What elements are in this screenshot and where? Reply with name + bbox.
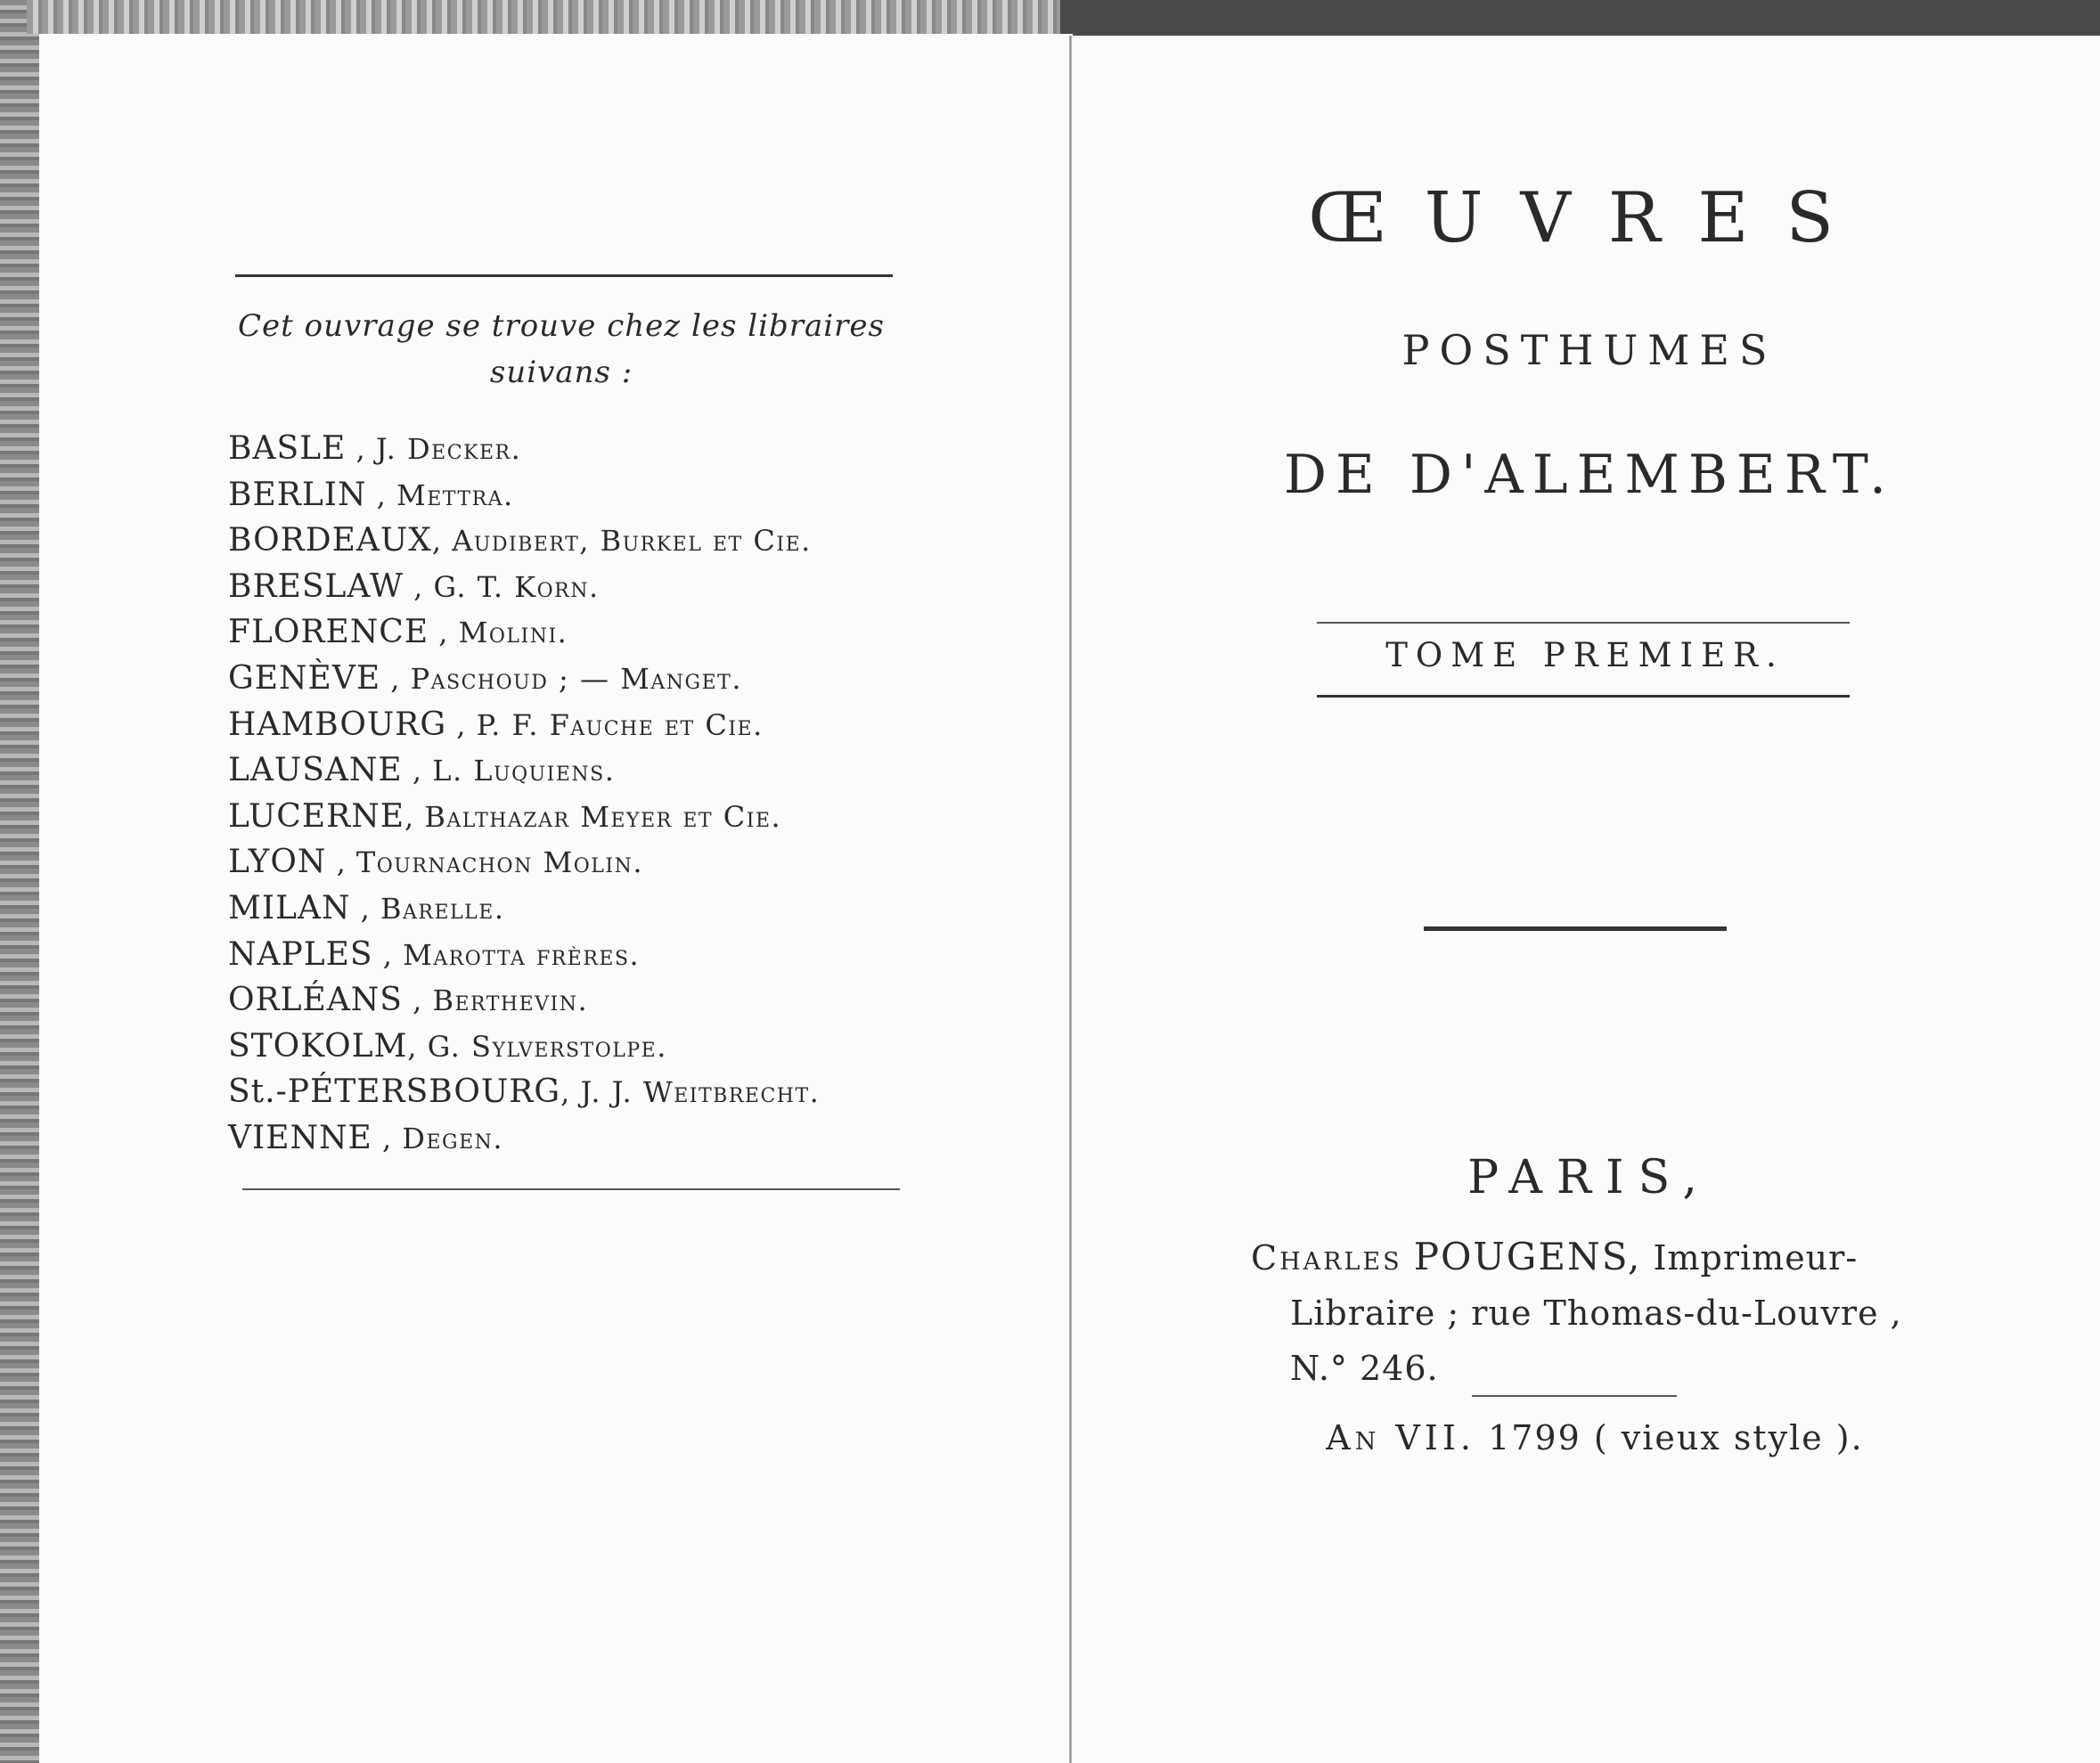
bookseller-name: G. T. Korn. [433,569,600,604]
bookseller-separator: , [402,754,433,788]
bookseller-city: St.-PÉTERSBOURG [228,1073,561,1111]
bookseller-entry [228,656,941,702]
title-main: ŒUVRES [1308,178,1871,258]
bookseller-entry [228,609,941,656]
bookseller-separator: , [402,984,433,1018]
bookseller-separator: , [403,569,434,604]
bookseller-name: J. Decker. [375,432,522,466]
top-rule-left [235,274,893,277]
address-line: Libraire ; rue Thomas-du-Louvre , [1290,1294,1902,1333]
bookseller-separator: , [366,477,396,512]
printer-role: Imprimeur- [1653,1238,1859,1277]
bookseller-entry [228,839,941,886]
bookseller-city: STOKOLM [228,1027,408,1065]
bookseller-separator: , [372,1121,403,1155]
booksellers-list [228,426,941,1162]
title-subtitle: POSTHUMES [1401,326,1777,374]
scan-edge-left [0,0,39,1763]
bookseller-city: GENÈVE [228,659,381,697]
booksellers-intro: Cet ouvrage se trouve chez les libraires suivans : [238,308,885,390]
bookseller-entry [228,886,941,932]
imprint-block [1251,1229,1946,1396]
bookseller-city: BASLE [228,430,347,467]
bookseller-name: Barelle. [380,891,505,926]
ornament-rule [1424,926,1727,931]
bookseller-city: LUCERNE [228,797,404,835]
scan-edge-top [27,0,1060,34]
bookseller-entry [228,794,941,840]
bookseller-city: LAUSANE [228,752,403,789]
bookseller-entry [228,747,941,794]
bookseller-separator: , [350,891,381,926]
bookseller-city: MILAN [228,889,351,926]
bookseller-entry [228,1024,941,1070]
bookseller-entry [228,472,941,518]
bookseller-city: BORDEAUX [228,522,432,559]
bookseller-entry [228,564,941,610]
bookseller-separator: , [446,707,477,742]
printer-first-name: Charles [1251,1238,1402,1277]
bookseller-separator: , [404,799,425,834]
bookseller-separator: , [326,845,356,880]
bookseller-city: VIENNE [228,1119,372,1156]
bookseller-name: Paschoud ; — Manget. [410,661,743,696]
bookseller-name: Tournachon Molin. [355,845,644,880]
bookseller-name: P. F. Fauche et Cie. [476,707,764,742]
bookseller-name: Audibert, Burkel et Cie. [452,524,812,559]
bookseller-name: Balthazar Meyer et Cie. [424,799,782,834]
publication-date [1283,1418,1907,1457]
printer-surname: POUGENS, [1413,1235,1642,1278]
right-page [1073,36,2100,1763]
bookseller-city: FLORENCE [228,614,429,651]
bookseller-city: BRESLAW [228,567,404,605]
bookseller-separator: , [372,937,404,972]
bookseller-entry [228,518,941,564]
volume-label: TOME PREMIER. [1385,636,1785,674]
bookseller-entry [228,702,941,748]
bookseller-separator: , [431,524,453,559]
bookseller-city: NAPLES [228,935,373,973]
bookseller-separator: , [560,1075,581,1110]
bookseller-entry [228,1069,941,1115]
bottom-rule-left [242,1188,900,1190]
bookseller-name: J. J. Weitbrecht. [580,1075,821,1110]
address-number: N.° 246. [1290,1349,1439,1388]
imprint-city: PARIS, [1467,1151,1712,1204]
title-author: DE D'ALEMBERT. [1283,444,1896,506]
bookseller-separator: , [346,432,376,466]
bookseller-city: BERLIN [228,476,367,513]
bookseller-city: ORLÉANS [228,982,403,1019]
bookseller-city: LYON [228,844,327,881]
bookseller-entry [228,932,941,978]
bookseller-separator: , [407,1029,428,1064]
bookseller-name: Marotta frères. [403,937,641,972]
bookseller-name: Berthevin. [432,984,589,1018]
bookseller-name: Mettra. [396,477,514,512]
bookseller-name: L. Luquiens. [432,754,616,788]
bookseller-name: Molini. [458,616,568,650]
bookseller-entry [228,1115,941,1162]
date-rule [1472,1395,1677,1397]
bookseller-separator: , [429,616,459,650]
printer-line [1251,1229,1946,1286]
scan-background [1060,0,2100,36]
bookseller-entry [228,977,941,1024]
bookseller-name: G. Sylverstolpe. [427,1029,667,1064]
bookseller-name: Degen. [402,1121,504,1155]
book-gutter [1069,36,1072,1763]
date-year-gregorian: 1799 ( vieux style ). [1488,1418,1864,1457]
volume-rule-top [1317,622,1850,624]
bookseller-city: HAMBOURG [228,706,447,743]
volume-rule-bottom [1317,695,1850,698]
date-year-republican: An VII. [1326,1418,1475,1457]
bookseller-entry [228,426,941,472]
bookseller-separator: , [380,661,411,696]
